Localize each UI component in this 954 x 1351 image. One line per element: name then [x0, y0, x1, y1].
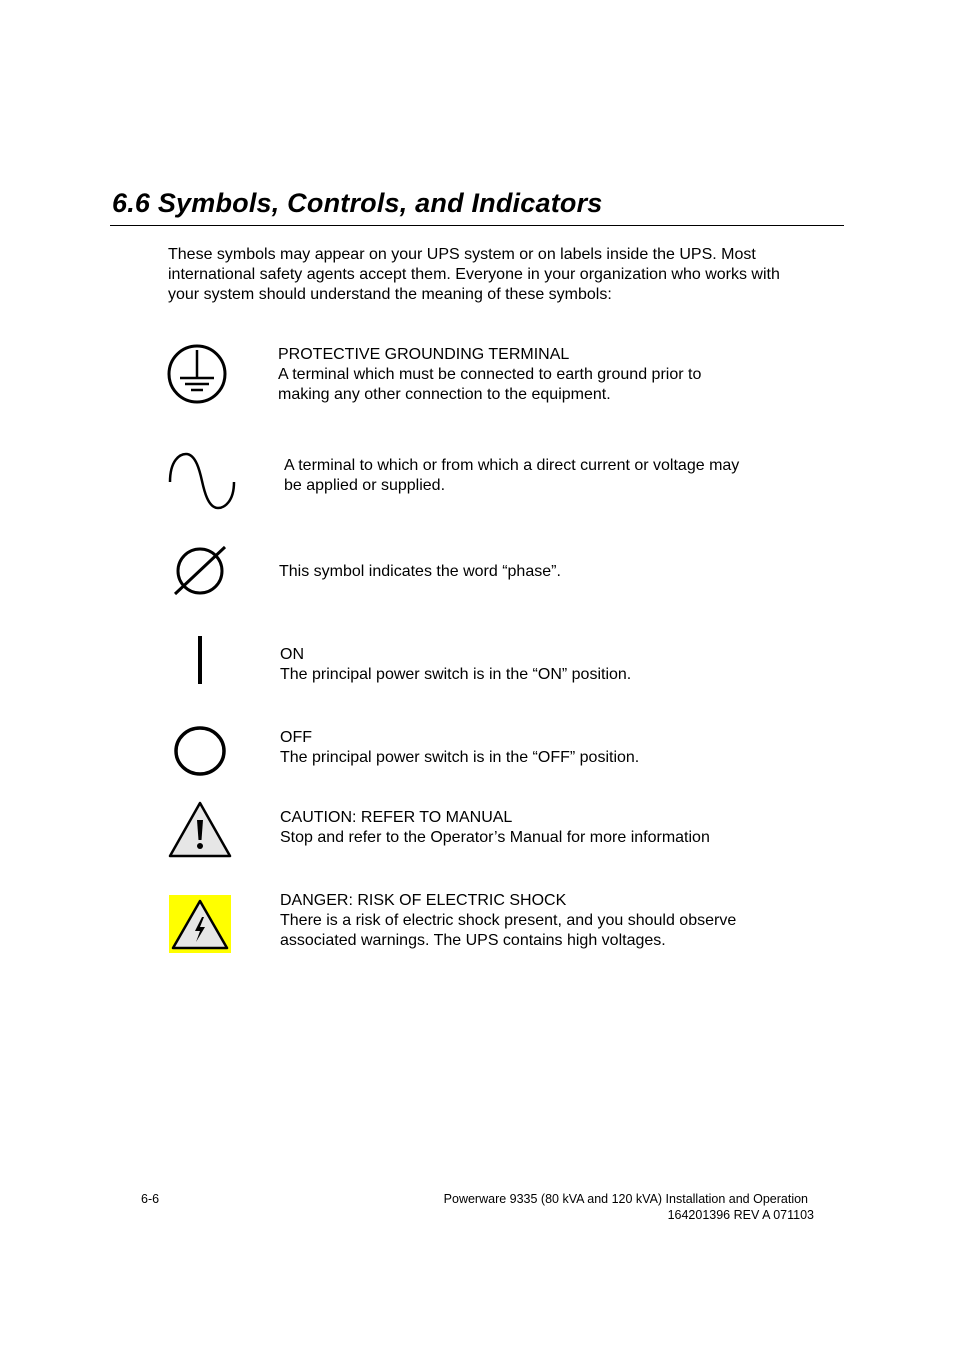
- intro-line: These symbols may appear on your UPS system or on labels inside the UPS. Most: [168, 246, 756, 263]
- symbol-entry-protective-ground: [278, 345, 701, 405]
- symbol-entry-caution: [280, 808, 710, 848]
- power-off-icon: [172, 724, 228, 778]
- symbol-title: DANGER: RISK OF ELECTRIC SHOCK: [280, 892, 567, 909]
- phase-icon: [171, 544, 229, 598]
- power-on-icon: [193, 634, 207, 686]
- symbol-description: making any other connection to the equipment.: [278, 386, 611, 403]
- symbol-entry-phase: [279, 562, 561, 582]
- symbol-description: There is a risk of electric shock present, and you should observe: [280, 912, 737, 929]
- symbol-title: ON: [280, 646, 304, 663]
- symbol-entry-electric-shock: [280, 891, 736, 951]
- intro-line: your system should understand the meaning of these symbols:: [168, 286, 612, 303]
- symbol-title: OFF: [280, 729, 312, 746]
- symbol-description: The principal power switch is in the “ON” position.: [280, 666, 632, 683]
- electric-shock-icon: [169, 895, 231, 953]
- symbol-description: This symbol indicates the word “phase”.: [279, 563, 561, 580]
- sine-wave-icon: [166, 450, 238, 512]
- footer-doc-number: 164201396 REV A 071103: [667, 1208, 814, 1222]
- symbol-entry-off: [280, 728, 639, 768]
- symbol-entry-on: [280, 645, 631, 685]
- symbol-description: A terminal to which or from which a direct current or voltage may: [284, 457, 740, 474]
- caution-icon: [167, 800, 233, 858]
- footer-doc-title: Powerware 9335 (80 kVA and 120 kVA) Installation and Operation: [443, 1192, 808, 1206]
- symbol-description: associated warnings. The UPS contains high voltages.: [280, 932, 666, 949]
- protective-ground-icon: [167, 344, 227, 404]
- intro-paragraph: [168, 245, 848, 305]
- section-heading: 6.6 Symbols, Controls, and Indicators: [112, 188, 603, 218]
- symbol-title: CAUTION: REFER TO MANUAL: [280, 809, 513, 826]
- heading-rule: [110, 225, 844, 226]
- symbol-description: be applied or supplied.: [284, 477, 446, 494]
- symbol-title: PROTECTIVE GROUNDING TERMINAL: [278, 346, 570, 363]
- symbol-description: Stop and refer to the Operator’s Manual for more information: [280, 829, 710, 846]
- page-number: 6-6: [141, 1192, 160, 1206]
- intro-line: international safety agents accept them. Everyone in your organization who works with: [168, 266, 780, 283]
- symbol-description: The principal power switch is in the “OFF” position.: [280, 749, 640, 766]
- symbol-entry-sine-wave: [284, 456, 739, 496]
- symbol-description: A terminal which must be connected to earth ground prior to: [278, 366, 702, 383]
